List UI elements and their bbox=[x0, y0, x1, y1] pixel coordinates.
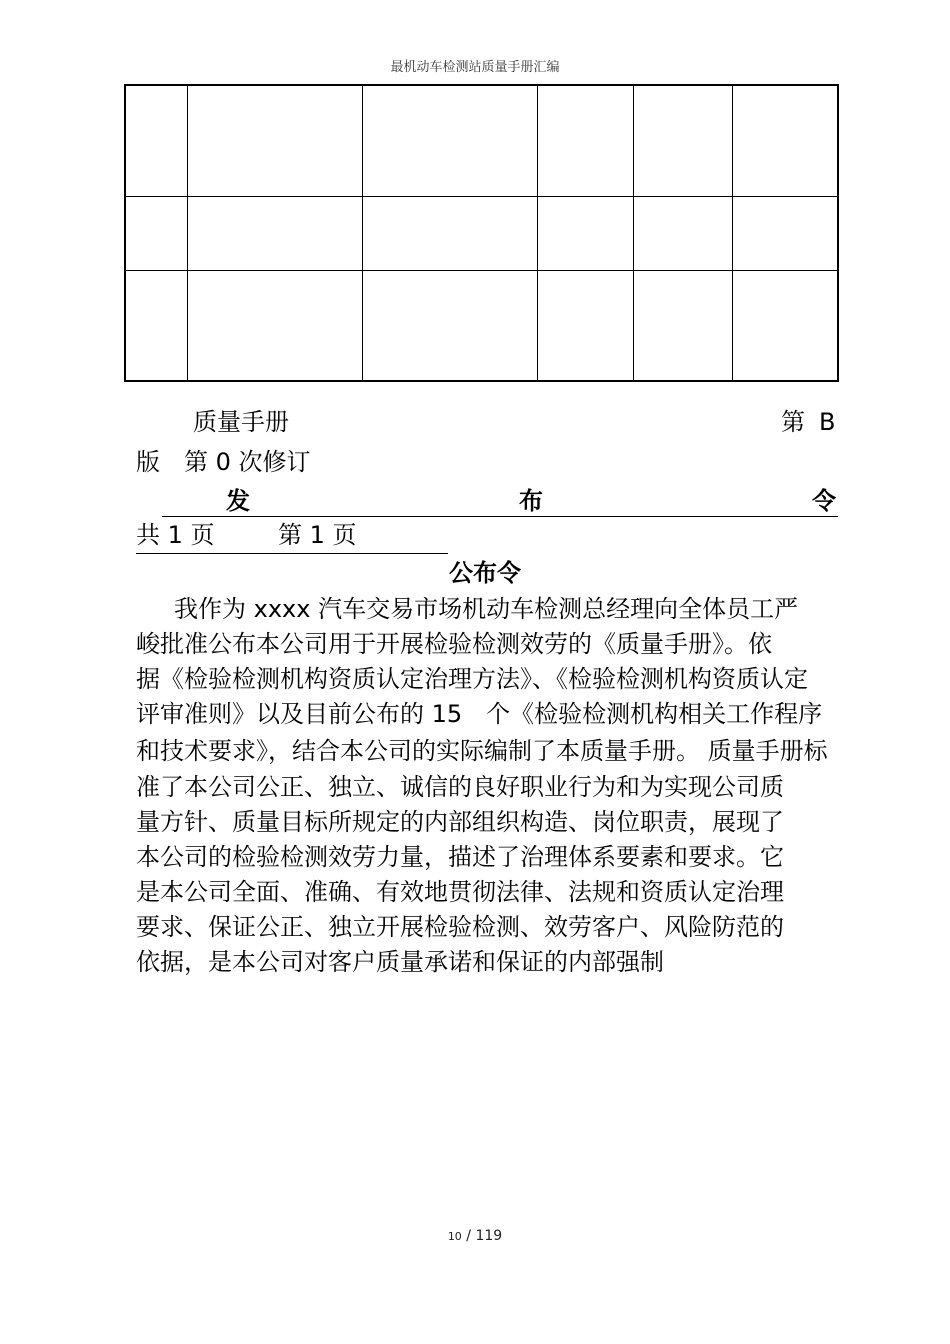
paragraph-line: 准了本公司公正、独立、诚信的良好职业行为和为实现公司质 bbox=[136, 773, 784, 801]
table-cell bbox=[362, 270, 537, 381]
paragraph-line: 和技术要求》，结合本公司的实际编制了本质量手册。 质量手册标 bbox=[136, 737, 828, 765]
table-cell bbox=[187, 85, 362, 196]
page-current: 第 1 页 bbox=[278, 521, 357, 549]
manual-title: 质量手册 bbox=[193, 408, 289, 436]
paragraph-line: 据《检验检测机构资质认定治理方法》、《检验检测机构资质认定 bbox=[136, 665, 808, 693]
table-row bbox=[125, 270, 838, 381]
paragraph-line: 要求、保证公正、独立开展检验检测、效劳客户、风险防范的 bbox=[136, 913, 784, 941]
page-number-separator: / bbox=[466, 1228, 471, 1244]
heading-divider bbox=[162, 516, 838, 517]
page-count: 共 1 页 bbox=[136, 521, 215, 549]
table-cell bbox=[633, 85, 732, 196]
table-cell bbox=[732, 196, 838, 270]
table-cell bbox=[125, 196, 187, 270]
paragraph-line: 我作为 xxxx 汽车交易市场机动车检测总经理向全体员工严 bbox=[174, 595, 799, 623]
running-header: 最机动车检测站质量手册汇编 bbox=[390, 60, 560, 75]
issue-heading-char-1: 发 bbox=[226, 487, 250, 515]
table-cell bbox=[187, 270, 362, 381]
edition-label bbox=[781, 405, 835, 439]
table-cell bbox=[187, 196, 362, 270]
issue-heading-char-2: 布 bbox=[519, 487, 543, 515]
edition-revision-line: 版 第 0 次修订 bbox=[136, 448, 311, 476]
table-cell bbox=[537, 196, 633, 270]
table-cell bbox=[362, 85, 537, 196]
page-number-current: 10 bbox=[447, 1230, 462, 1243]
table-cell bbox=[732, 85, 838, 196]
table-cell bbox=[537, 270, 633, 381]
paragraph-line: 是本公司全面、准确、有效地贯彻法律、法规和资质认定治理 bbox=[136, 878, 784, 906]
paragraph-line: 峻批准公布本公司用于开展检验检测效劳的《质量手册》。依 bbox=[136, 630, 772, 658]
paragraph-line: 依据，是本公司对客户质量承诺和保证的内部强制 bbox=[136, 948, 664, 976]
edition-letter: B bbox=[819, 408, 836, 436]
table-row bbox=[125, 85, 838, 196]
table-cell bbox=[125, 85, 187, 196]
issue-heading-char-3: 令 bbox=[812, 487, 836, 515]
empty-revision-table bbox=[124, 84, 839, 382]
table-cell bbox=[633, 270, 732, 381]
table-cell bbox=[732, 270, 838, 381]
table-cell bbox=[125, 270, 187, 381]
page-number-total: 119 bbox=[475, 1228, 503, 1244]
table-cell bbox=[633, 196, 732, 270]
edition-prefix: 第 bbox=[781, 408, 805, 436]
announcement-title: 公布令 bbox=[449, 559, 521, 587]
table-cell bbox=[537, 85, 633, 196]
table-cell bbox=[362, 196, 537, 270]
paragraph-line: 本公司的检验检测效劳力量，描述了治理体系要素和要求。它 bbox=[136, 843, 784, 871]
paragraph-line: 评审准则》以及目前公布的 15 个《检验检测机构相关工作程序 bbox=[136, 700, 823, 728]
page-count-divider bbox=[136, 553, 448, 554]
page-number bbox=[0, 1228, 950, 1244]
paragraph-line: 量方针、质量目标所规定的内部组织构造、岗位职责，展现了 bbox=[136, 808, 784, 836]
table-row bbox=[125, 196, 838, 270]
